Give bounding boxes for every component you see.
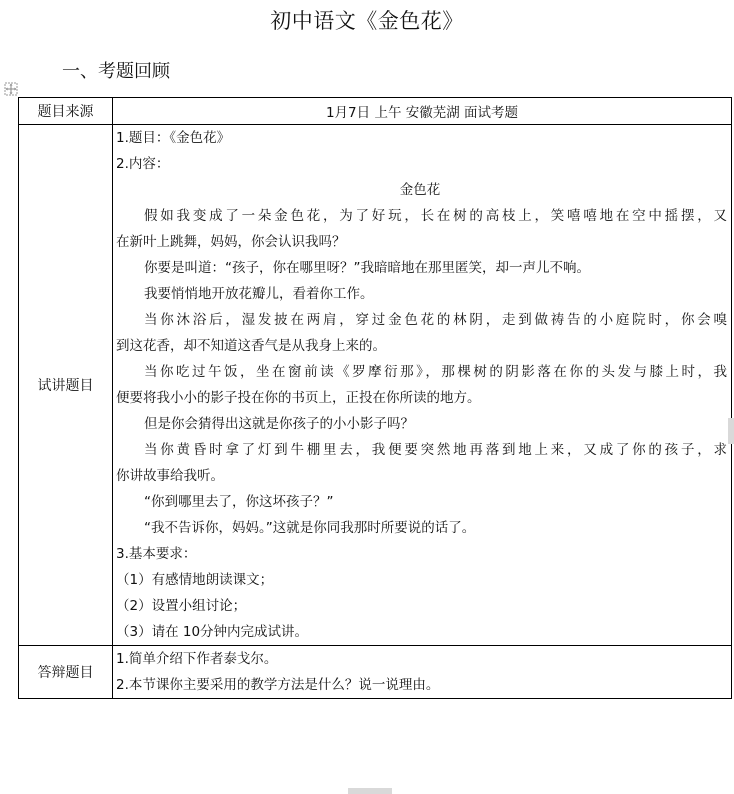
bottom-scroll-marker[interactable]	[348, 788, 392, 794]
exam-table	[18, 97, 732, 699]
poem-title: 金色花	[399, 182, 441, 198]
requirement-line: （3）请在 10分钟内完成试讲。	[116, 624, 309, 640]
poem-line: 在新叶上跳舞，妈妈，你会认识我吗？	[116, 234, 346, 250]
poem-line: 假如我变成了一朵金色花，为了好玩，长在树的高枝上，笑嘻嘻地在空中摇摆，又	[144, 208, 727, 224]
side-scroll-marker[interactable]	[728, 418, 734, 444]
table-row-source	[19, 98, 732, 125]
table-row-defense	[19, 646, 732, 699]
defense-content	[113, 646, 732, 699]
poem-line: 我要悄悄地开放花瓣儿，看着你工作。	[144, 286, 374, 302]
poem-line: 当你黄昏时拿了灯到牛棚里去，我便要突然地再落到地上来，又成了你的孩子，求	[144, 442, 727, 458]
defense-line: 1.简单介绍下作者泰戈尔。	[116, 651, 278, 667]
poem-line: 你讲故事给我听。	[116, 468, 224, 484]
poem-line: 你要是叫道：“孩子，你在哪里呀？”我暗暗地在那里匿笑，却一声儿不响。	[144, 260, 590, 276]
defense-label: 答辩题目	[19, 646, 113, 699]
poem-line: 当你吃过午饭，坐在窗前读《罗摩衍那》，那棵树的阴影落在你的头发与膝上时，我	[144, 364, 727, 380]
defense-line: 2.本节课你主要采用的教学方法是什么？说一说理由。	[116, 677, 440, 693]
section-heading: 一、考题回顾	[62, 61, 170, 82]
requirement-line: （1）有感情地朗读课文；	[116, 572, 274, 588]
requirement-line: （2）设置小组讨论；	[116, 598, 247, 614]
source-value: 1月7日 上午 安徽芜湖 面试考题	[113, 98, 732, 125]
poem-line: “你到哪里去了，你这坏孩子？”	[144, 494, 334, 510]
move-anchor-icon[interactable]	[4, 82, 18, 96]
poem-line: “我不告诉你，妈妈。”这就是你同我那时所要说的话了。	[144, 520, 476, 536]
lecture-line: 1.题目：《金色花》	[116, 130, 231, 146]
poem-line: 当你沐浴后，湿发披在两肩，穿过金色花的林阴，走到做祷告的小庭院时，你会嗅	[144, 312, 727, 328]
lecture-line: 2.内容：	[116, 156, 170, 172]
document-title: 初中语文《金色花》	[270, 9, 464, 33]
table-row-lecture	[19, 125, 732, 646]
poem-line: 便要将我小小的影子投在你的书页上，正投在你所读的地方。	[116, 390, 481, 406]
lecture-label: 试讲题目	[19, 125, 113, 646]
source-label: 题目来源	[19, 98, 113, 125]
lecture-line: 3.基本要求：	[116, 546, 197, 562]
lecture-content	[113, 125, 732, 646]
poem-line: 到这花香，却不知道这香气是从我身上来的。	[116, 338, 386, 354]
poem-line: 但是你会猜得出这就是你孩子的小小影子吗？	[144, 416, 414, 432]
